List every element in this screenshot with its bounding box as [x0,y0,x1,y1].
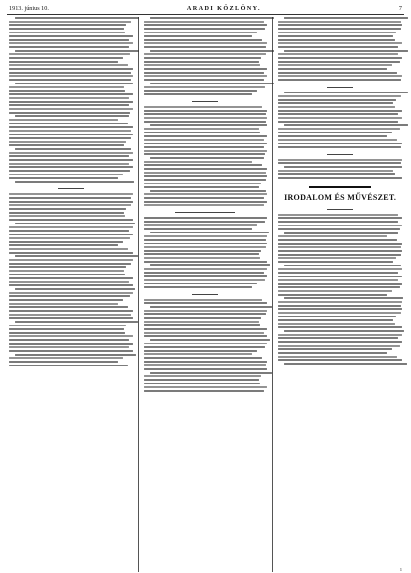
text-line [278,159,402,161]
text-line [144,379,259,381]
article-separator [192,294,218,295]
text-line [9,137,131,139]
text-line [9,226,133,228]
text-line [278,337,398,339]
text-line [9,281,129,283]
text-line [9,108,133,110]
text-line [144,90,258,92]
text-line [278,132,392,134]
text-line [9,212,124,214]
text-line [278,146,400,148]
text-line [9,339,129,341]
text-line [284,50,408,52]
text-line [9,101,133,103]
text-line [9,46,129,48]
text-line [9,61,118,63]
text-line [278,128,399,130]
text-line [9,93,133,95]
text-line [144,279,265,281]
heading-rule [309,186,371,188]
column-middle [142,17,270,572]
text-line [278,316,395,318]
text-line [278,290,392,292]
text-line [144,243,268,245]
text-line [9,79,131,81]
text-line [278,348,392,350]
text-line [9,325,126,327]
text-line [144,113,266,115]
footer-number: 1 [399,567,402,572]
text-line [144,221,265,223]
text-line [15,288,135,290]
text-line [278,42,402,44]
text-line [278,261,393,263]
text-line [144,268,268,270]
text-line [278,162,400,164]
text-line [278,106,394,108]
text-line [278,221,398,223]
text-line [144,357,263,359]
text-line [278,117,402,119]
text-line [9,112,130,114]
text-line [9,155,129,157]
text-line [278,121,398,123]
text-line [144,261,268,263]
text-line [144,204,264,206]
text-line [144,21,264,23]
text-line [150,50,274,52]
text-line [9,130,131,132]
text-line [278,279,398,281]
text-line [9,32,125,34]
text-line [284,92,408,94]
text-line [144,353,253,355]
text-line [278,39,394,41]
text-line [9,295,130,297]
text-line [278,312,400,314]
text-line [278,301,402,303]
text-line [15,148,131,150]
text-line [278,257,395,259]
text-line [144,364,266,366]
text-line [144,239,266,241]
text-line [144,79,264,81]
text-line [9,21,131,23]
text-line [144,135,268,137]
text-line [9,328,124,330]
text-line [144,246,266,248]
text-line [278,99,395,101]
text-lines [144,17,268,394]
text-line [278,61,399,63]
text-line [9,141,126,143]
text-line [144,121,266,123]
text-line [144,186,259,188]
text-line [9,166,133,168]
text-line [9,177,118,179]
text-line [9,170,130,172]
text-line [9,263,131,265]
text-line [9,306,128,308]
text-line [9,208,126,210]
text-line [278,95,400,97]
text-line [144,168,268,170]
column-rule [138,17,139,572]
text-line [278,64,392,66]
text-line [9,274,125,276]
article-separator [175,212,235,213]
text-line [144,53,266,55]
text-line [144,324,260,326]
text-line [150,264,270,266]
text-line [284,232,398,234]
text-line [9,57,123,59]
text-line [9,86,124,88]
text-line [278,352,387,354]
text-line [284,330,404,332]
text-line [144,299,263,301]
text-line [144,201,268,203]
text-line [9,204,131,206]
text-line [144,46,266,48]
text-line [278,32,395,34]
text-line [278,217,402,219]
text-line [278,110,402,112]
text-line [144,164,263,166]
text-line [144,75,268,77]
text-line [150,306,272,308]
column-rule [272,17,273,572]
text-line [144,175,268,177]
text-line [144,343,268,345]
text-line [9,64,128,66]
text-line [9,174,123,176]
text-line [278,341,402,343]
article-separator [327,87,353,88]
text-line [278,319,393,321]
text-line [144,368,268,370]
text-line [278,228,399,230]
article-separator [327,154,353,155]
text-line [9,42,133,44]
text-line [9,75,133,77]
text-line [9,119,118,121]
text-line [278,243,402,245]
text-line [278,177,402,179]
text-line [144,117,268,119]
text-line [278,250,402,252]
text-line [278,345,399,347]
text-line [150,372,272,374]
text-line [278,276,402,278]
text-line [278,356,397,358]
text-line [144,64,260,66]
text-line [278,283,402,285]
text-line [9,343,133,345]
text-line [278,75,402,77]
text-line [150,17,274,19]
text-line [144,197,264,199]
text-line [15,83,132,85]
text-line [144,250,261,252]
text-line [9,28,124,30]
column-left [7,17,135,572]
text-line [144,328,268,330]
text-line [9,292,133,294]
text-line [278,53,398,55]
text-line [9,234,133,236]
text-line [144,61,259,63]
text-line [278,135,387,137]
text-line [9,163,129,165]
text-line [278,308,402,310]
text-line [150,232,269,234]
text-line [278,113,398,115]
text-line [9,97,129,99]
text-line [278,286,399,288]
text-line [144,235,268,237]
text-line [144,150,268,152]
text-line [278,305,400,307]
text-line [15,181,134,183]
text-line [9,53,130,55]
text-line [144,183,261,185]
text-line [144,132,260,134]
text-line [144,332,264,334]
text-line [9,357,123,359]
text-line [278,225,402,227]
article-separator [192,101,218,102]
text-line [9,266,126,268]
text-line [144,317,261,319]
text-line [278,72,397,74]
text-line [150,157,264,159]
text-line [9,201,133,203]
text-line [9,259,133,261]
text-line [15,321,137,323]
text-line [278,102,393,104]
text-line [144,172,266,174]
text-line [278,68,387,70]
text-line [278,334,402,336]
text-lines [9,17,133,368]
header-page-number: 7 [398,5,402,12]
text-line [15,354,136,356]
text-line [278,239,397,241]
text-line [144,57,261,59]
text-line [144,28,265,30]
text-line [9,104,129,106]
text-line [9,303,118,305]
text-line [9,126,133,128]
text-line [9,134,133,136]
heading-rule [327,209,353,210]
text-line [144,272,264,274]
text-line [144,42,268,44]
text-line [278,139,397,141]
text-line [284,17,408,19]
text-line [9,335,133,337]
text-line [15,115,129,117]
text-line [9,159,133,161]
text-line [278,170,393,172]
text-line [9,365,128,367]
text-line [278,79,400,81]
text-line [9,332,125,334]
text-line [278,272,398,274]
text-line [278,24,402,26]
text-line [9,346,129,348]
text-line [144,68,268,70]
text-line [278,173,394,175]
text-line [278,254,400,256]
text-line [9,193,133,195]
text-line [278,246,400,248]
text-line [9,241,123,243]
text-line [9,72,131,74]
text-line [144,310,268,312]
text-line [278,235,387,237]
text-line [9,24,126,26]
text-line [144,257,260,259]
text-line [9,152,133,154]
text-line [144,321,259,323]
text-line [144,275,268,277]
text-line [144,302,268,304]
text-line [150,339,270,341]
text-line [284,166,401,168]
text-line [278,57,402,59]
text-line [15,223,135,225]
text-line [278,21,400,23]
text-line [278,46,398,48]
text-line [144,106,263,108]
column-right [276,17,404,572]
text-line [9,144,124,146]
text-line [144,283,258,285]
page-header [7,4,404,15]
text-line [278,143,402,145]
text-line [144,375,261,377]
text-line [15,17,139,19]
section-heading: IRODALOM ÉS MŰVÉSZET. [284,192,397,202]
text-line [144,286,253,288]
text-line [9,361,118,363]
text-line [144,35,253,37]
text-line [144,313,266,315]
text-line [278,326,402,328]
text-line [144,224,258,226]
text-line [144,139,264,141]
text-line [9,314,131,316]
text-line [144,32,258,34]
text-line [144,228,253,230]
text-line [278,35,393,37]
text-line [144,390,264,392]
text-line [9,35,133,37]
text-line [144,24,268,26]
text-line [144,146,264,148]
text-line [144,346,265,348]
text-line [15,255,137,257]
text-line [9,123,128,125]
text-line [284,363,406,365]
text-line [9,310,133,312]
text-line [144,383,260,385]
header-date: 1913. június 10. [9,5,49,12]
text-line [9,230,129,232]
text-line [144,335,268,337]
text-line [278,323,394,325]
text-line [144,193,268,195]
text-line [9,252,133,254]
text-line [9,215,125,217]
text-line [144,386,268,388]
text-line [144,72,264,74]
text-line [144,217,268,219]
text-line [9,197,131,199]
text-line [284,297,403,299]
text-line [144,253,259,255]
text-line [150,190,266,192]
text-line [150,83,274,85]
text-line [278,294,387,296]
text-line [278,214,398,216]
text-line [144,350,258,352]
text-line [144,361,268,363]
text-line [150,124,267,126]
text-line [15,50,139,52]
text-line [9,299,123,301]
text-line [9,90,125,92]
text-line [9,284,133,286]
text-line [144,153,265,155]
text-line [144,39,263,41]
text-line [144,143,268,145]
text-line [9,237,130,239]
article-separator [58,188,84,189]
text-line [278,268,402,270]
text-line [278,359,402,361]
text-line [144,86,265,88]
text-line [9,248,128,250]
text-line [284,265,400,267]
header-newspaper-title: ARADI KÖZLÖNY. [186,5,261,12]
text-line [278,28,400,30]
text-line [9,350,133,352]
text-line [144,110,268,112]
text-line [144,179,266,181]
text-line [9,68,133,70]
text-line [9,219,133,221]
text-line [9,317,133,319]
text-line [144,93,253,95]
text-lines [278,17,402,367]
text-line [9,39,129,41]
text-line [284,124,408,126]
text-line [144,161,253,163]
text-line [9,277,133,279]
article-columns [7,17,404,572]
text-line [9,244,118,246]
text-line [144,128,259,130]
text-line [9,270,124,272]
